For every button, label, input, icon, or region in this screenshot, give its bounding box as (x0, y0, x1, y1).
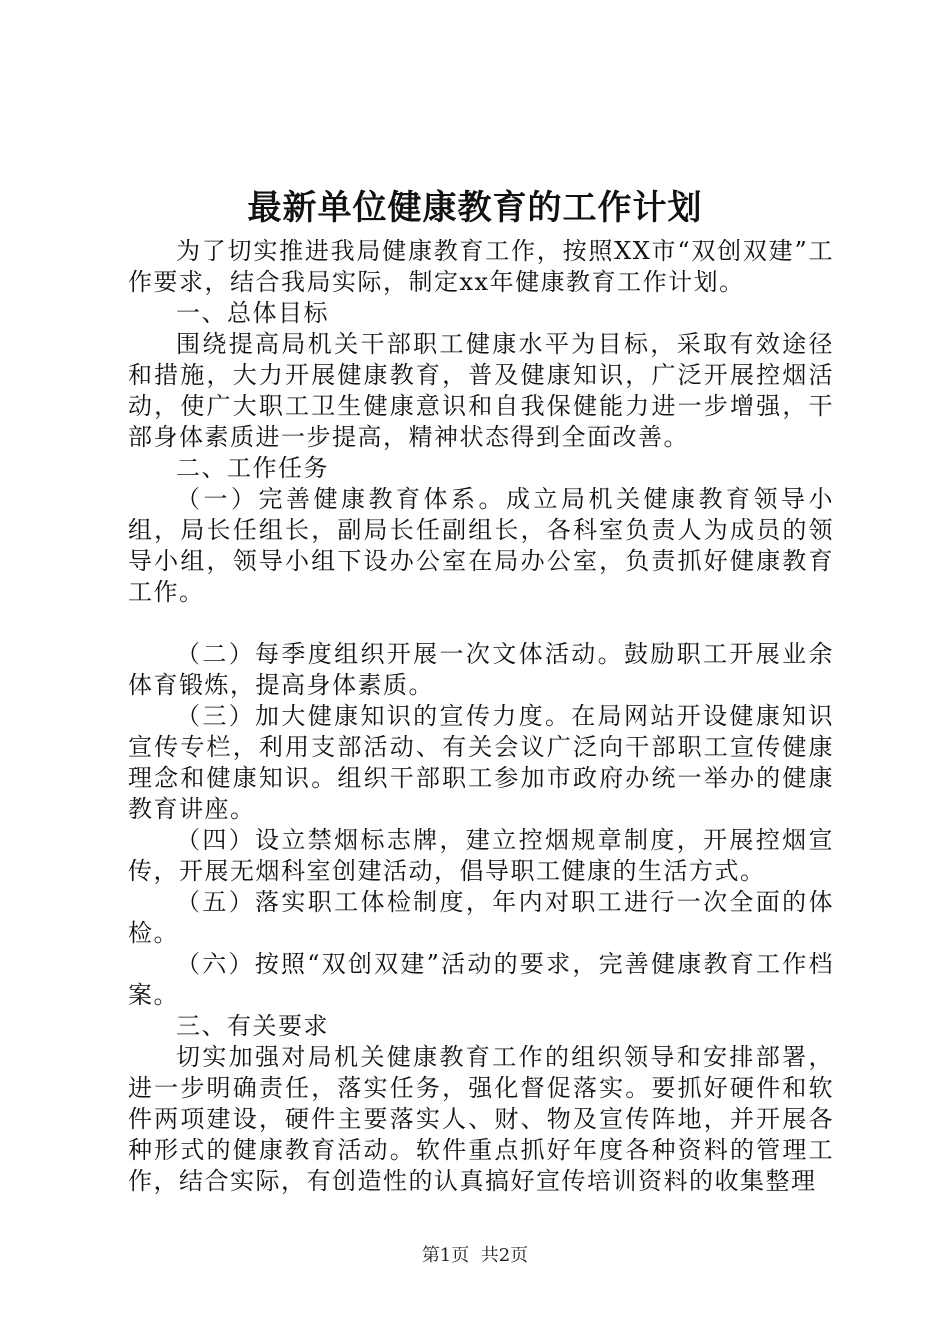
requirements-paragraph: 切实加强对局机关健康教育工作的组织领导和安排部署，进一步明确责任，落实任务，强化督促落实。要抓好硬件和软件两项建设，硬件主要落实人、财、物及宣传阵地，并开展各种形式的健康教育活动。软件重点抓好年度各种资料的管理工作，结合实际，有创造性的认真搞好宣传培训资料的收集整理 (128, 1043, 834, 1195)
page-footer (0, 1244, 950, 1268)
task-item-2: （二）每季度组织开展一次文体活动。鼓励职工开展业余体育锻炼，提高身体素质。 (128, 640, 834, 699)
goals-paragraph: 围绕提高局机关干部职工健康水平为目标，采取有效途径和措施，大力开展健康教育，普及健康知识，广泛开展控烟活动，使广大职工卫生健康意识和自我保健能力进一步增强，干部身体素质进一步提高，精神状态得到全面改善。 (128, 330, 834, 451)
document-body (128, 236, 834, 1197)
section-heading-goals: 一、总体目标 (176, 299, 329, 327)
task-item-3: （三）加大健康知识的宣传力度。在局网站开设健康知识宣传专栏，利用支部活动、有关会议广泛向干部职工宣传健康理念和健康知识。组织干部职工参加市政府办统一举办的健康教育讲座。 (128, 702, 834, 823)
page-number-label: 第1页 共2页 (421, 1245, 529, 1266)
task-item-1: （一）完善健康教育体系。成立局机关健康教育领导小组，局长任组长，副局长任副组长，各科室负责人为成员的领导小组，领导小组下设办公室在局办公室，负责抓好健康教育工作。 (128, 485, 834, 606)
task-item-4: （四）设立禁烟标志牌，建立控烟规章制度，开展控烟宣传，开展无烟科室创建活动，倡导职工健康的生活方式。 (128, 826, 834, 885)
intro-paragraph: 为了切实推进我局健康教育工作，按照XX市“双创双建”工作要求，结合我局实际，制定xx年健康教育工作计划。 (128, 237, 834, 296)
paragraph-spacer (128, 608, 834, 639)
document-title: 最新单位健康教育的工作计划 (247, 188, 703, 228)
section-heading-requirements: 三、有关要求 (176, 1012, 329, 1040)
section-heading-tasks: 二、工作任务 (176, 454, 329, 482)
task-item-6: （六）按照“双创双建”活动的要求，完善健康教育工作档案。 (128, 950, 834, 1009)
task-item-5: （五）落实职工体检制度，年内对职工进行一次全面的体检。 (128, 888, 834, 947)
